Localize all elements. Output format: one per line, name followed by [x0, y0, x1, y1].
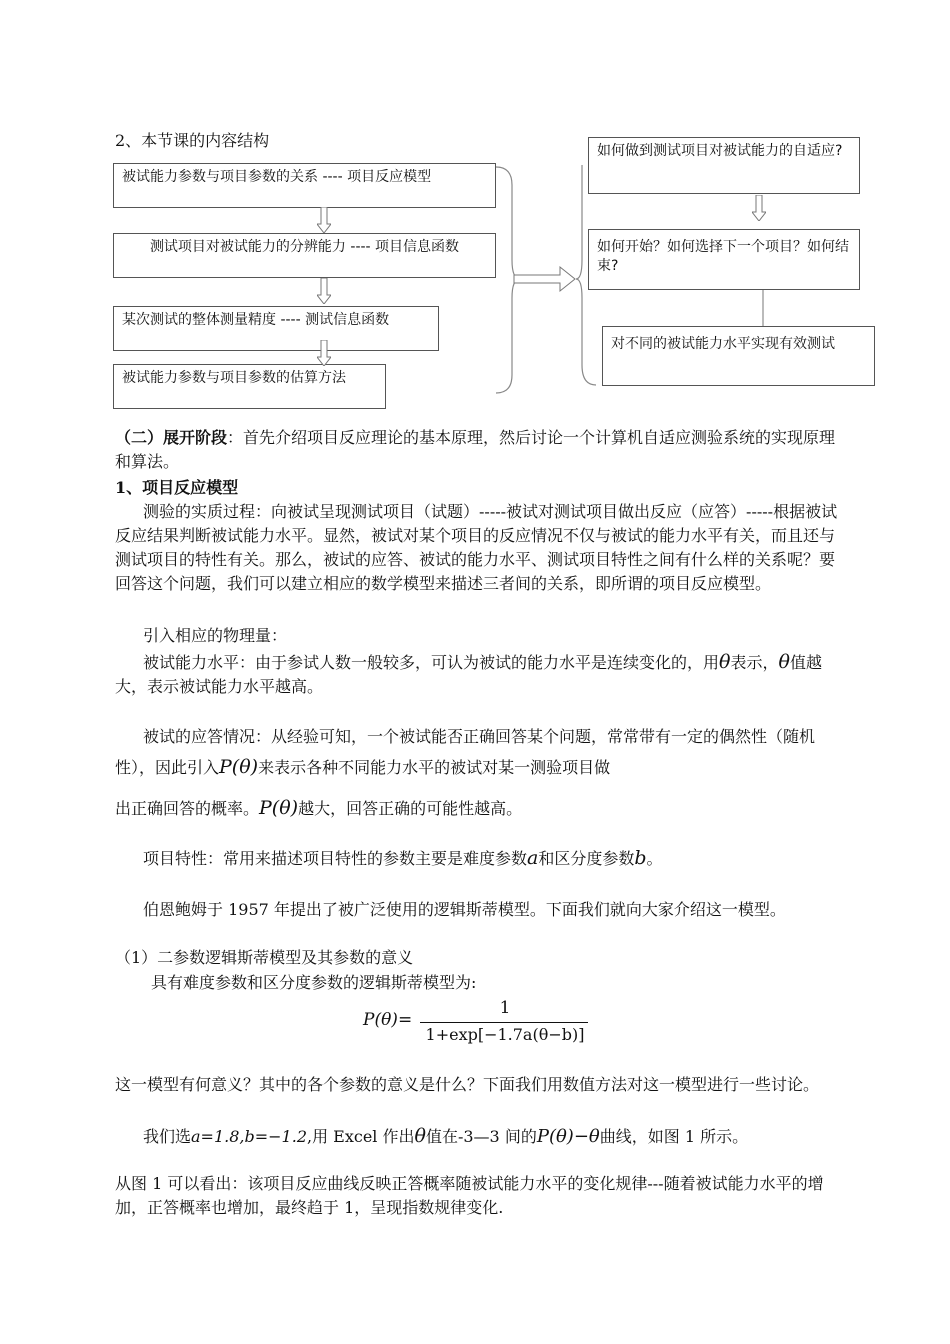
flow-box-irt-model: 被试能力参数与项目参数的关系 ---- 项目反应模型 — [113, 163, 496, 208]
theta-symbol: θ — [719, 651, 731, 673]
flow-box-adaptive: 如何做到测试项目对被试能力的自适应? — [588, 137, 860, 194]
paragraph-meaning: 这一模型有何意义？其中的各个参数的意义是什么？下面我们用数值方法对这一模型进行一些讨论。 — [115, 1075, 820, 1094]
p-theta-symbol: P(θ) — [259, 797, 299, 819]
theta-symbol: θ — [414, 1125, 426, 1147]
p-theta-symbol: P(θ) — [219, 756, 259, 778]
heading-irt-model: 1、项目反应模型 — [115, 478, 239, 497]
flow-box-start-select-end: 如何开始？如何选择下一个项目？如何结束? — [588, 229, 860, 290]
formula-lhs: P(θ)= — [363, 1010, 413, 1030]
param-a-symbol: a — [527, 847, 539, 869]
paragraph-response-cont: 出正确回答的概率。P(θ)越大，回答正确的可能性越高。 — [115, 797, 523, 819]
paragraph-physical-quantities: 引入相应的物理量： — [143, 626, 288, 645]
param-values: a=1.8,b=−1.2 — [191, 1127, 307, 1146]
flow-box-test-info: 某次测试的整体测量精度 ---- 测试信息函数 — [113, 306, 439, 351]
paragraph-figure-conclusion: 从图 1 可以看出：该项目反应曲线反映正答概率随被试能力水平的变化规律---随着被试能力水平的增加，正答概率也增加，最终趋于 1，呈现指数规律变化. — [115, 1174, 824, 1217]
flow-box-effective-test: 对不同的被试能力水平实现有效测试 — [602, 326, 875, 386]
connector-line — [758, 290, 768, 326]
param-b-symbol: b — [634, 847, 647, 869]
paragraph-ability-level: 被试能力水平：由于参试人数一般较多，可认为被试的能力水平是连续变化的，用θ表示，θ值越大，表示被试能力水平越高。 — [115, 651, 822, 696]
theta-symbol: θ — [778, 651, 790, 673]
paragraph-stage — [115, 426, 845, 474]
paragraph-test-process: 测验的实质过程：向被试呈现测试项目（试题）-----被试对测试项目做出反应（应答）-----根据被试反应结果判断被试能力水平。显然，被试对某个项目的反应情况不仅与被试的能力水平有关，而且还与测试项目的特性有关。那么，被试的应答、被试的能力水平、测试项目特性之间有什么样的关系呢？要回答这个问题，我们可以建立相应的数学模型来描述三者间的关系，即所谓的项目反应模型。 — [115, 502, 838, 593]
brace-connector — [490, 165, 600, 395]
paragraph-two-param-heading: （1）二参数逻辑斯蒂模型及其参数的意义 — [115, 948, 414, 967]
paragraph-excel: 我们选a=1.8,b=−1.2,用 Excel 作出θ值在-3—3 间的P(θ)−θ曲线，如图 1 所示。 — [143, 1125, 749, 1147]
arrow-down-icon — [317, 278, 331, 304]
arrow-down-icon — [317, 340, 331, 366]
paragraph-model-intro: 具有难度参数和区分度参数的逻辑斯蒂模型为: — [151, 973, 477, 992]
flow-box-estimation: 被试能力参数与项目参数的估算方法 — [113, 364, 386, 409]
stage-text: ：首先介绍项目反应理论的基本原理，然后讨论一个计算机自适应测验系统的实现原理和算法。 — [115, 428, 836, 471]
paragraph-item-characteristics: 项目特性：常用来描述项目特性的参数主要是难度参数a和区分度参数b。 — [143, 847, 663, 869]
curve-label: P(θ)−θ — [536, 1126, 600, 1147]
arrow-down-icon — [752, 195, 766, 221]
flow-box-item-info: 测试项目对被试能力的分辨能力 ---- 项目信息函数 — [113, 233, 496, 278]
section-heading: 2、本节课的内容结构 — [115, 131, 270, 150]
stage-label: （二）展开阶段 — [115, 428, 228, 447]
formula-denominator: 1+exp[−1.7a(θ−b)] — [425, 1025, 585, 1044]
paragraph-response: 被试的应答情况：从经验可知，一个被试能否正确回答某个问题，常常带有一定的偶然性（随机性），因此引入P(θ)来表示各种不同能力水平的被试对某一测验项目做 — [115, 727, 816, 778]
arrow-down-icon — [317, 207, 331, 233]
fraction-bar — [420, 1022, 588, 1023]
paragraph-birnbaum: 伯恩鲍姆于 1957 年提出了被广泛使用的逻辑斯蒂模型。下面我们就向大家介绍这一模型。 — [143, 900, 786, 919]
formula-numerator: 1 — [499, 998, 511, 1018]
